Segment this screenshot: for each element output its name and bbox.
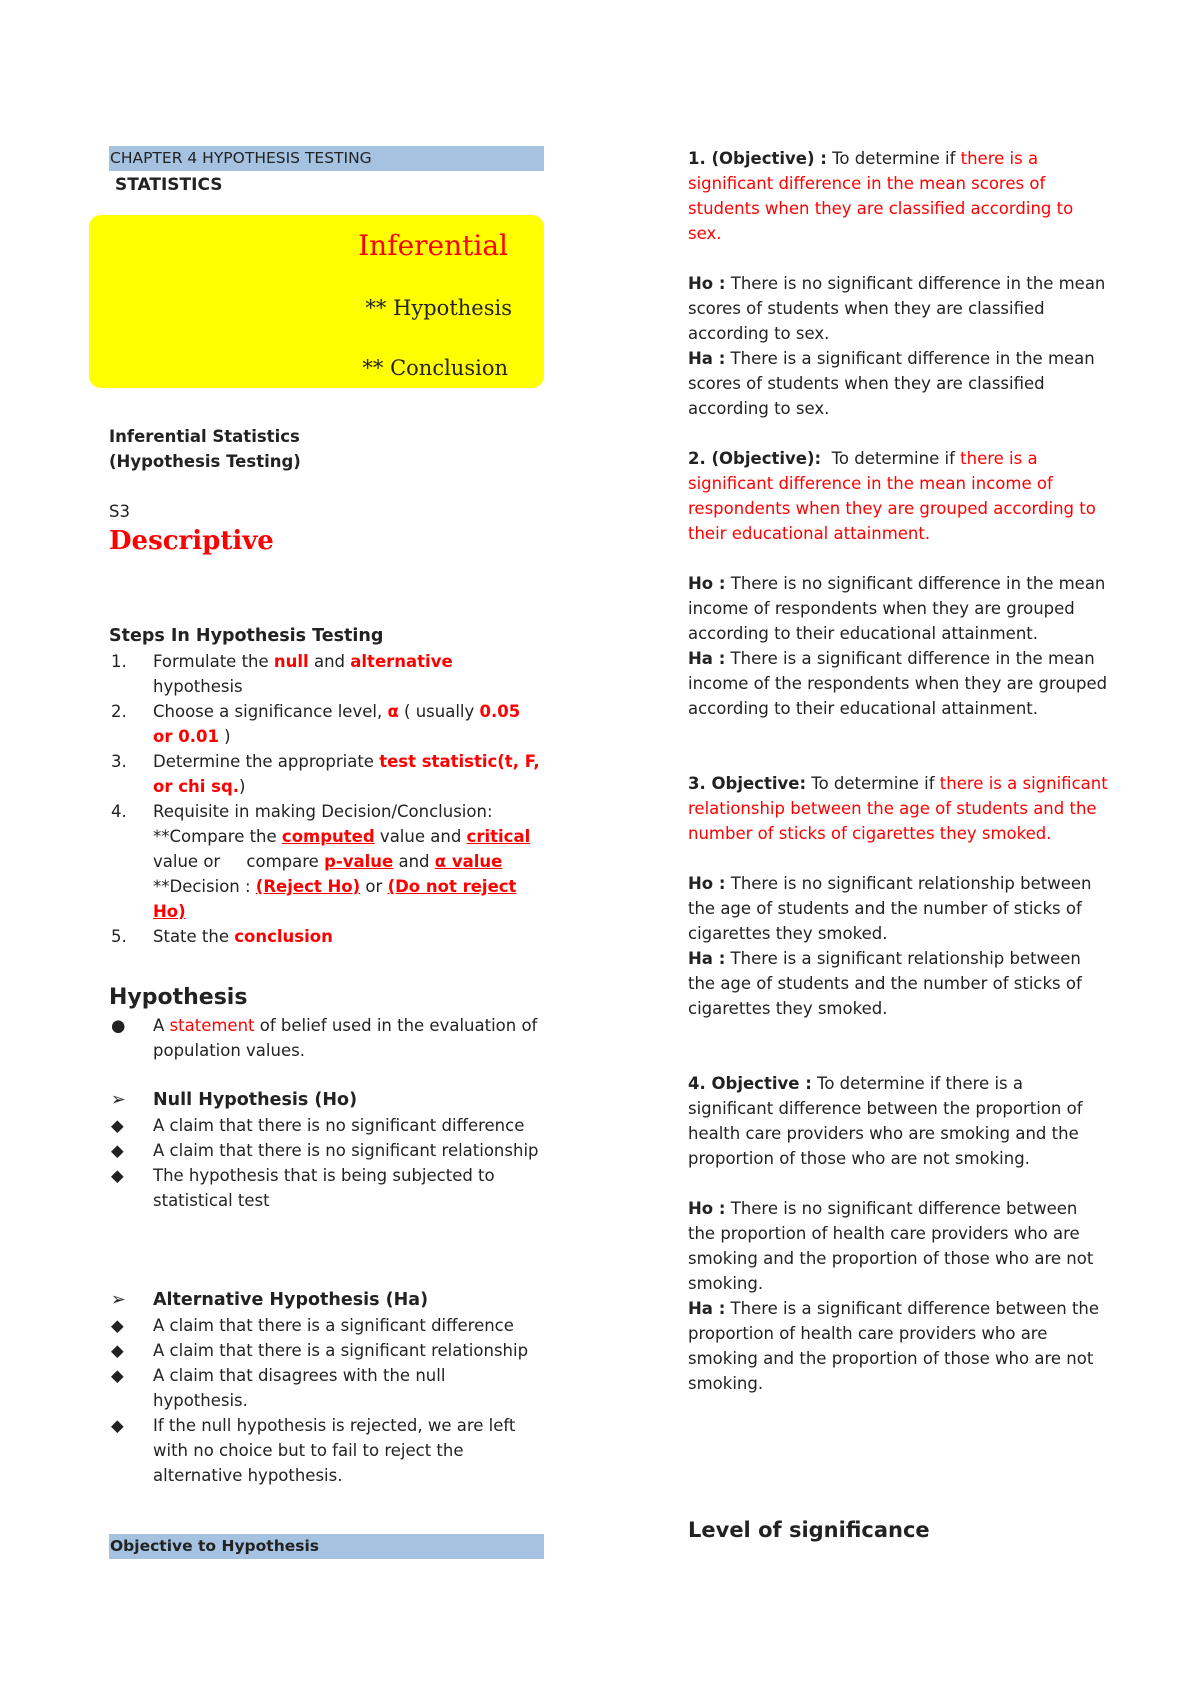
- inferential-statistics-title: Inferential Statistics: [109, 427, 300, 446]
- objective-1-ho: Ho : There is no significant difference in the mean scores of students when they are classified according to sex.: [688, 274, 1106, 343]
- step-3: 3. Determine the appropriate test statistic(t, F, or chi sq.): [111, 752, 540, 796]
- objective-4: 4. Objective : To determine if there is a significant difference between the proportion of health care providers who are smoking and the proportion of those who are not smoking.: [688, 1074, 1083, 1168]
- s3-label: S3: [109, 502, 130, 521]
- objective-2: 2. (Objective): To determine if there is a significant difference in the mean income of respondents when they are grouped according to their educational attainment.: [688, 449, 1096, 543]
- step-5: 5. State the conclusion: [111, 927, 333, 946]
- descriptive-heading: Descriptive: [109, 526, 274, 556]
- statistics-label: STATISTICS: [115, 175, 223, 195]
- objective-1-ha: Ha : There is a significant difference in the mean scores of students when they are classified according to sex.: [688, 349, 1095, 418]
- objective-4-ho: Ho : There is no significant difference between the proportion of health care providers who are smoking and the proportion of those who are not smoking.: [688, 1199, 1094, 1293]
- step-4: 4. Requisite in making Decision/Conclusion: **Compare the computed value and critical value or compare p-value and α value **Decision : (Reject Ho) or (Do not reject Ho): [111, 802, 531, 921]
- diamond-bullet-icon: ◆: [111, 1141, 124, 1160]
- list-item: ◆ A claim that there is a significant difference: [109, 1313, 544, 1338]
- callout-hypothesis: ** Hypothesis: [365, 296, 512, 320]
- objective-3-ho: Ho : There is no significant relationship between the age of students and the number of sticks of cigarettes they smoked.: [688, 874, 1092, 943]
- diamond-bullet-icon: ◆: [111, 1316, 124, 1335]
- left-column-body: [109, 424, 544, 1488]
- callout-conclusion: ** Conclusion: [362, 356, 508, 380]
- list-item: ◆ A claim that there is no significant relationship: [109, 1138, 544, 1163]
- objective-2-ho: Ho : There is no significant difference in the mean income of respondents when they are grouped according to their educational attainment.: [688, 574, 1106, 643]
- objective-3-ha: Ha : There is a significant relationship between the age of students and the number of sticks of cigarettes they smoked.: [688, 949, 1082, 1018]
- hypothesis-definition: ● A statement of belief used in the evaluation of population values.: [109, 1013, 544, 1063]
- objective-1: 1. (Objective) : To determine if there is a significant difference in the mean scores of students when they are classified according to sex.: [688, 149, 1074, 243]
- list-item: ◆ A claim that disagrees with the null hypothesis.: [109, 1363, 544, 1413]
- level-section: [688, 1515, 1108, 1545]
- objective-4-ha: Ha : There is a significant difference between the proportion of health care providers who are smoking and the proportion of those who are not smoking.: [688, 1299, 1100, 1393]
- diamond-bullet-icon: ◆: [111, 1366, 124, 1385]
- list-item: ◆ The hypothesis that is being subjected to statistical test: [109, 1163, 544, 1213]
- arrow-bullet-icon: ➢: [111, 1090, 126, 1110]
- chapter-title-bar: CHAPTER 4 HYPOTHESIS TESTING: [109, 146, 544, 171]
- diamond-bullet-icon: ◆: [111, 1416, 124, 1435]
- list-item: ◆ A claim that there is a significant relationship: [109, 1338, 544, 1363]
- hypothesis-heading: Hypothesis: [109, 985, 248, 1010]
- null-hypothesis-heading: ➢ Null Hypothesis (Ho): [109, 1088, 544, 1113]
- objective-to-hypothesis-bar: Objective to Hypothesis: [109, 1534, 544, 1559]
- right-column: [688, 146, 1108, 1396]
- diamond-bullet-icon: ◆: [111, 1166, 124, 1185]
- bullet-dot-icon: ●: [111, 1016, 126, 1035]
- objective-2-ha: Ha : There is a significant difference in the mean income of the respondents when they are grouped according to their educational attainment.: [688, 649, 1108, 718]
- callout-inferential: Inferential: [358, 229, 508, 262]
- hypothesis-testing-subtitle: (Hypothesis Testing): [109, 452, 301, 471]
- level-of-significance-heading: Level of significance: [688, 1518, 930, 1542]
- steps-heading: Steps In Hypothesis Testing: [109, 626, 384, 646]
- arrow-bullet-icon: ➢: [111, 1290, 126, 1310]
- alternative-hypothesis-heading: ➢ Alternative Hypothesis (Ha): [109, 1288, 544, 1313]
- list-item: ◆ If the null hypothesis is rejected, we are left with no choice but to fail to reject the alternative hypothesis.: [109, 1413, 544, 1488]
- diamond-bullet-icon: ◆: [111, 1116, 124, 1135]
- step-2: 2. Choose a significance level, α ( usually 0.05 or 0.01 ): [111, 702, 521, 746]
- steps-list: [109, 649, 544, 949]
- list-item: ◆ A claim that there is no significant difference: [109, 1113, 544, 1138]
- objective-bar-wrap: [109, 1534, 544, 1559]
- left-column: [109, 146, 544, 198]
- inferential-callout: [89, 215, 544, 388]
- step-1: 1. Formulate the null and alternative hypothesis: [111, 652, 453, 696]
- objective-3: 3. Objective: To determine if there is a significant relationship between the age of students and the number of sticks of cigarettes they smoked.: [688, 774, 1108, 843]
- diamond-bullet-icon: ◆: [111, 1341, 124, 1360]
